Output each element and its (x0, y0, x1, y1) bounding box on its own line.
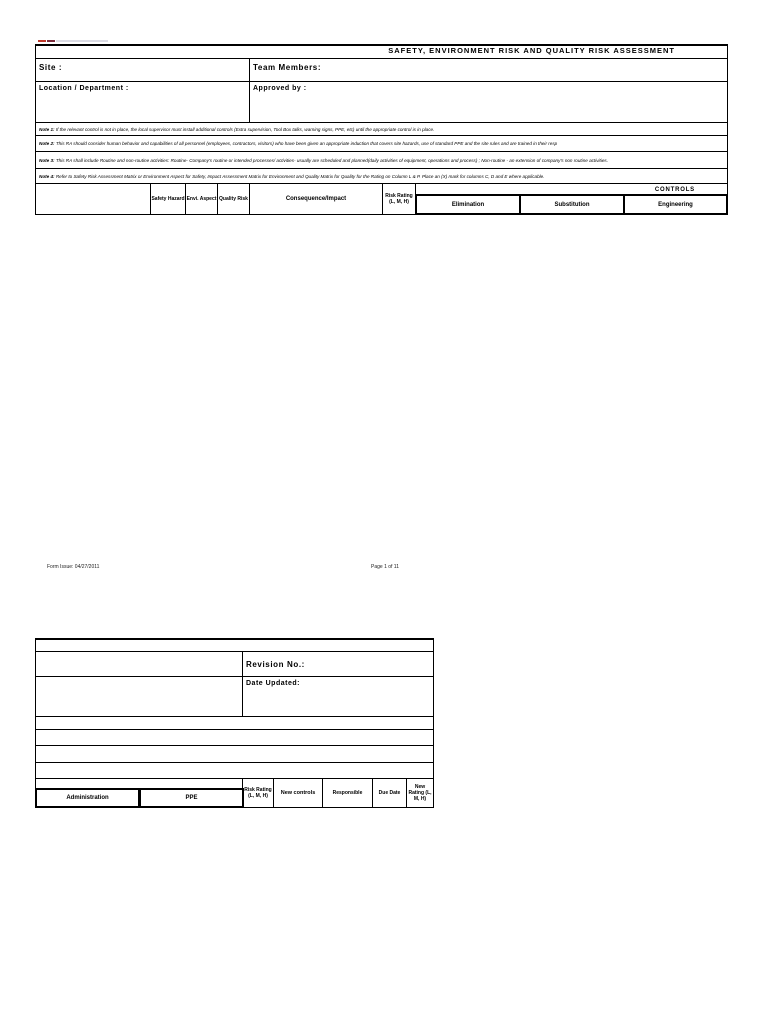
approved-by-field[interactable] (249, 81, 728, 123)
column-header-engineering: Engineering (623, 194, 728, 215)
revision-field[interactable] (242, 651, 434, 677)
note-3: Note 3: This RA shall include Routine and non-routine activities: Routine- Company's routine or intended processes/ activities- usually are scheduled and planned(daily activities of equipment, operations and process) ; Non-routine - an extension of company's non routine activities. (35, 151, 728, 169)
column-header-due-date: Due Date (372, 778, 407, 808)
note-4: Note 4: Refer to Safety Risk Assessment Matrix or Environment Aspect for Safety, Impact Assessment Matrix for Environment and Quality Matrix for Quality for the Rating on Column L & P. Place an (X) mark for columns C, D and E where applicable. (35, 168, 728, 184)
team-members-label: Team Members: (253, 63, 322, 72)
revision-label: Revision No.: (246, 660, 305, 669)
note-row-3 (35, 745, 434, 763)
column-header-safety-hazard: Safety Hazard (150, 183, 186, 215)
location-department-label: Location / Department : (39, 85, 129, 92)
note-1: Note 1: If the relevant control is not in place, the local supervisor must install additional controls (Extra supervision, Tool Box talks, warning signs, PPE, etc) until the appropriate control is in place. (35, 122, 728, 136)
date-updated-field[interactable] (242, 676, 434, 717)
approved-by-label: Approved by : (253, 85, 307, 92)
column-header-risk-rating: Risk Rating (L, M, H) (382, 183, 416, 215)
note-2: Note 2: This RA should consider human behavior and capabilities of all personnel (employees, contractors, visitors) who have been given an appropriate induction that covers site hazards, use of standard PPE and the site rules and are trained in their resp (35, 135, 728, 152)
column-header-ppe: PPE (139, 788, 244, 808)
note-row-1 (35, 716, 434, 730)
column-header-quality-risk: Quality Risk (217, 183, 250, 215)
column-header-new-controls: New controls (273, 778, 323, 808)
location-field-2[interactable] (35, 676, 243, 717)
column-header-activity (35, 183, 151, 215)
column-header-substitution: Substitution (519, 194, 625, 215)
team-members-field[interactable] (249, 58, 728, 82)
column-header-administration: Administration (35, 788, 140, 808)
site-field[interactable] (35, 58, 250, 82)
form-issue-date: Form Issue: 04/27/2011 (47, 564, 100, 570)
column-header-new-rating: New Rating (L, M, H) (406, 778, 434, 808)
column-header-risk-rating-2: Risk Rating (L, M, H) (242, 778, 274, 808)
form-title: SAFETY, ENVIRONMENT RISK AND QUALITY RISK ASSESSMENT (35, 45, 728, 58)
note-row-4 (35, 762, 434, 779)
location-department-field[interactable] (35, 81, 250, 123)
site-label: Site : (39, 63, 63, 72)
column-header-controls: CONTROLS (415, 183, 728, 195)
column-header-consequence: Consequence/Impact (249, 183, 383, 215)
note-row-2 (35, 729, 434, 746)
column-header-envi-aspect: Envi. Aspect (185, 183, 218, 215)
site-field-2[interactable] (35, 651, 243, 677)
company-logo (38, 32, 110, 40)
page-number: Page 1 of 11 (371, 564, 399, 570)
date-updated-label: Date Updated: (246, 680, 300, 687)
column-header-elimination: Elimination (415, 194, 521, 215)
column-header-responsible: Responsible (322, 778, 373, 808)
